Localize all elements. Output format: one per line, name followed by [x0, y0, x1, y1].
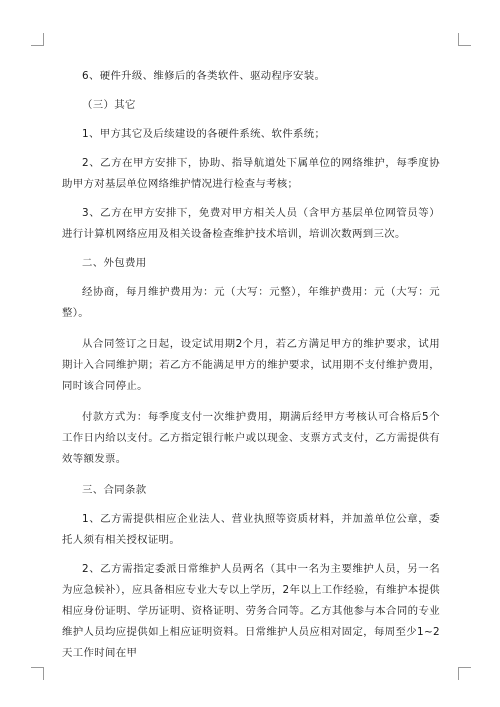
- crop-mark-bottom-left: [31, 667, 44, 680]
- list-item-1-qualification: 1、乙方需提供相应企业法人、营业执照等资质材料，并加盖单位公章，委托人须有相关授权证明。: [62, 513, 440, 546]
- paragraph-payment-method: 付款方式为：每季度支付一次维护费用，期满后经甲方考核认可合格后5个工作日内给以支付。乙方指定银行帐户或以现金、支票方式支付，乙方需提供有效等额发票。: [62, 411, 440, 465]
- paragraph-trial-period: 从合同签订之日起，设定试用期2个月，若乙方满足甲方的维护要求，试用期计入合同维护期；若乙方不能满足甲方的维护要求，试用期不支付维护费用，同时该合同停止。: [62, 338, 440, 392]
- section-heading-other: （三）其它: [82, 99, 136, 111]
- crop-mark-bottom-right: [458, 667, 471, 680]
- list-item-2-maintenance-staff: 2、乙方需指定委派日常维护人员两名（其中一名为主要维护人员，另一名为应急候补），应具备相应专业大专以上学历，2年以上工作经验，有维护本提供相应身份证明、学历证明、资格证明、劳务合同等。乙方其他参与本合同的专业维护人员均应提供如上相应证明资料。日常维护人员应相对固定，每周至少1~2天工作时间在甲: [62, 563, 440, 659]
- section-heading-outsourcing-fee: 二、外包费用: [82, 257, 147, 269]
- section-heading-contract-terms: 三、合同条款: [82, 484, 147, 496]
- list-item-1-other-systems: 1、甲方其它及后续建设的各硬件系统、软件系统；: [82, 128, 326, 140]
- list-item-6-software-install: 6、硬件升级、维修后的各类软件、驱动程序安装。: [82, 70, 326, 82]
- crop-mark-top-left: [31, 33, 44, 46]
- list-item-3-free-training: 3、乙方在甲方安排下，免费对甲方相关人员（含甲方基层单位网管员等）进行计算机网络应用及相关设备检查维护技术培训，培训次数两到三次。: [62, 207, 440, 240]
- document-body: [62, 66, 440, 664]
- crop-mark-top-right: [458, 33, 471, 46]
- paragraph-fee-amount: 经协商，每月维护费用为：元（大写：元整），年维护费用：元（大写：元整）。: [62, 286, 440, 319]
- list-item-2-assist-maintenance: 2、乙方在甲方安排下，协助、指导航道处下属单位的网络维护，每季度协助甲方对基层单位网络维护情况进行检查与考核；: [62, 157, 440, 190]
